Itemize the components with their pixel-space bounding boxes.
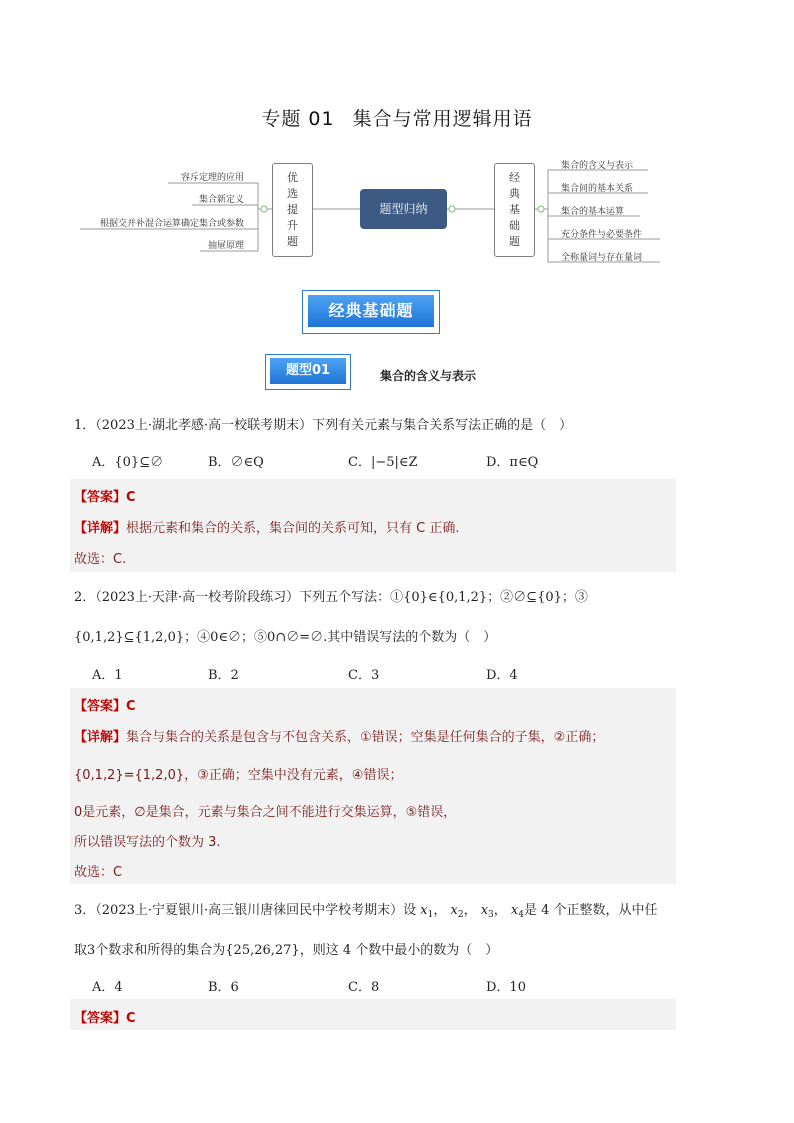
q2-answer: 【答案】C xyxy=(74,699,136,714)
q2-answer-panel xyxy=(70,688,676,884)
mindmap-connectors xyxy=(0,0,794,280)
mindmap-left-item: 根据交并补混合运算确定集合或参数 xyxy=(99,219,244,229)
box-char: 提 xyxy=(287,203,298,216)
q2-detail-line4: 所以错误写法的个数为 3. xyxy=(74,835,221,850)
q1-detail xyxy=(74,517,460,536)
mindmap-left-item: 抽屉原理 xyxy=(207,241,244,251)
topic-title: 集合的含义与表示 xyxy=(380,369,477,383)
q3-answer: 【答案】C xyxy=(74,1011,136,1026)
mindmap-right-item: 集合的含义与表示 xyxy=(561,161,634,171)
q3-option-b: B．6 xyxy=(208,980,239,995)
mindmap-right-item: 充分条件与必要条件 xyxy=(561,230,643,240)
q3-var-sub: 4 xyxy=(518,910,524,920)
mindmap-center: 题型归纳 xyxy=(360,189,447,229)
mindmap-left-item: 集合新定义 xyxy=(198,195,244,205)
section-badge-label: 经典基础题 xyxy=(308,295,434,327)
q3-var-sub: 1 xyxy=(427,910,434,920)
q2-detail-line2: {0,1,2}={1,2,0}，③正确；空集中没有元素，④错误； xyxy=(74,768,403,783)
mindmap-left-box xyxy=(272,163,313,257)
box-char: 题 xyxy=(287,235,298,248)
q1-option-b: B．∅∈Q xyxy=(208,455,264,470)
q1-detail-tag: 【详解】 xyxy=(74,521,127,536)
q1-answer: 【答案】C xyxy=(74,490,136,505)
q3-option-c: C．8 xyxy=(348,980,380,995)
q3-var: x xyxy=(420,903,428,918)
center-node-dot xyxy=(449,206,455,212)
title-prefix: 专题 01 xyxy=(261,108,335,130)
box-char: 题 xyxy=(509,235,520,248)
q3-stem-line2: 取3个数求和所得的集合为{25,26,27}，则这 4 个数中最小的数为（ ） xyxy=(74,943,499,958)
q3-var-sub: 3 xyxy=(488,910,494,920)
q1-option-c: C．|−5|∈Z xyxy=(348,455,418,470)
q2-stem-line2: {0,1,2}⊆{1,2,0}；④0∈∅；⑤0∩∅=∅.其中错误写法的个数为（ ） xyxy=(74,630,497,645)
box-char: 优 xyxy=(287,171,298,184)
mindmap-right-item: 集合间的基本关系 xyxy=(561,184,634,194)
q3-stem-text: 3．（2023上·宁夏银川·高三银川唐徕回民中学校考期末）设 xyxy=(74,903,417,918)
q2-detail-text: 集合与集合的关系是包含与不包含关系，①错误；空集是任何集合的子集，②正确； xyxy=(126,730,605,745)
left-node-dot xyxy=(261,206,267,212)
mindmap-right-item: 集合的基本运算 xyxy=(561,207,625,217)
q2-detail-line1 xyxy=(74,726,604,745)
q3-stem-text: 是 4 个正整数，从中任 xyxy=(524,903,658,918)
mindmap-right-item: 全称量词与存在量词 xyxy=(561,253,643,263)
q3-var: x xyxy=(510,903,519,918)
q1-detail-text: 根据元素和集合的关系，集合间的关系可知，只有 C 正确. xyxy=(126,521,460,536)
box-char: 经 xyxy=(509,171,520,184)
mindmap-left-item: 容斥定理的应用 xyxy=(180,173,244,183)
q2-detail-tag: 【详解】 xyxy=(74,730,127,745)
topic-badge xyxy=(265,354,351,390)
box-char: 础 xyxy=(509,219,520,232)
section-badge xyxy=(302,290,440,334)
q1-stem: 1．（2023上·湖北孝感·高一校联考期末）下列有关元素与集合关系写法正确的是（ ） xyxy=(74,418,573,433)
q2-option-d: D．4 xyxy=(486,668,518,683)
q3-var-sub: 2 xyxy=(457,910,464,920)
q2-option-c: C．3 xyxy=(348,668,380,683)
q3-option-a: A．4 xyxy=(92,980,123,995)
q2-stem-line1: 2．（2023上·天津·高一校考阶段练习）下列五个写法：①{0}∈{0,1,2}；②∅⊆{0}；③ xyxy=(74,590,588,605)
box-char: 基 xyxy=(509,203,520,216)
q3-var: x xyxy=(480,903,489,918)
box-char: 典 xyxy=(509,187,520,200)
q3-var: x xyxy=(450,903,458,918)
q1-conclusion: 故选：C. xyxy=(74,552,127,567)
q3-answer-panel xyxy=(70,999,676,1030)
box-char: 升 xyxy=(287,219,298,232)
q3-option-d: D．10 xyxy=(486,980,526,995)
topic-badge-label: 题型01 xyxy=(270,358,346,384)
q1-option-d: D．π∈Q xyxy=(486,455,539,470)
q2-detail-line3: 0是元素，∅是集合，元素与集合之间不能进行交集运算，⑤错误， xyxy=(74,805,457,820)
right-node-dot xyxy=(538,206,544,212)
box-char: 选 xyxy=(287,187,298,200)
q2-conclusion: 故选：C xyxy=(74,865,123,880)
q1-option-a: A．{0}⊆∅ xyxy=(92,455,164,470)
q2-option-a: A．1 xyxy=(92,668,123,683)
mindmap-right-box xyxy=(494,163,535,257)
q2-option-b: B．2 xyxy=(208,668,239,683)
q3-stem-line1: 3．（2023上·宁夏银川·高三银川唐徕回民中学校考期末）设 $x_1$， $x_2$， $x_3$， $x_4$是 4 个正整数，从中任 xyxy=(74,903,658,920)
title-main: 集合与常用逻辑用语 xyxy=(352,108,533,130)
